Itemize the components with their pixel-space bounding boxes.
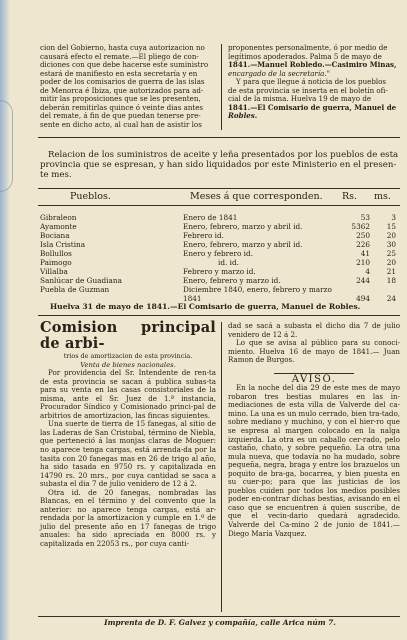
top-right-line: Robles.: [228, 111, 258, 121]
table-header-top-rule: [38, 188, 400, 189]
cell-rs: 244: [356, 276, 370, 285]
table-row: [40, 222, 400, 231]
table-header-bottom-rule: [38, 205, 400, 206]
top-left-line: mitir las proposiciones que se les presenten,: [40, 94, 201, 104]
section-rule-2: [38, 315, 400, 316]
cell-pueblo: Puebla de Guzman: [40, 285, 110, 294]
cell-ms: 18: [386, 276, 396, 285]
comision-paragraph: Una suerte de tierra de 15 fanegas, al sitio de las Laderas de San Cristobal, término de Niebla, que perteneció á las monjas claras de Moguer: no aparece tenga cargas, está arrenda-da por la tasita con 20 fanegas mas en 26 de trigo al año, ha sido tasada en 9750 rs. y capitalizada en 14790 rs. 20 mrs., por cuya cantidad se saca a subasta el dia 7 de julio venidero de 12 á 2.: [40, 419, 216, 489]
cell-pueblo: Sanlúcar de Guadiana: [40, 276, 122, 285]
table-row: [40, 213, 400, 222]
cell-meses: Enero, febrero, marzo y abril id.: [183, 240, 303, 249]
top-left-line: de Menorca é Ibiza, que autorizados para ad-: [40, 85, 204, 95]
cell-pueblo: Isla Cristina: [40, 240, 86, 249]
header-ms: ms.: [374, 191, 391, 202]
top-right-line: encargado de la secretaría.": [228, 68, 330, 78]
cell-meses: Enero y febrero id.: [183, 249, 254, 258]
cell-pueblo: Villalba: [40, 267, 68, 276]
cell-pueblo: Paimogo: [40, 258, 72, 267]
cell-pueblo: Bociana: [40, 231, 70, 240]
cell-pueblo: Bollullos: [40, 249, 72, 258]
header-rs: Rs.: [342, 191, 358, 202]
top-right-line: 1841.—El Comisario de guerra, Manuel de: [228, 102, 397, 112]
top-left-line: poder de los comisarios de guerra de las islas: [40, 77, 205, 87]
relacion-title: [40, 150, 400, 180]
top-right-line: 1841.—Manuel Robledo.—Casimiro Minas,: [228, 60, 397, 70]
cell-ms: 30: [386, 240, 396, 249]
top-left-line: deberán remitirlas quince ó veinte dias antes: [40, 102, 204, 112]
cell-rs: 494: [356, 294, 370, 303]
cell-rs: 4: [365, 267, 370, 276]
cell-pueblo: Ayamonte: [40, 222, 77, 231]
top-right-line: legítimos apoderados. Palma 5 de mayo de: [228, 51, 382, 61]
cell-meses: 1841: [183, 294, 202, 303]
library-stamp: [0, 100, 13, 192]
cell-meses: Enero de 1841: [183, 213, 238, 222]
cell-pueblo: Gibraleon: [40, 213, 77, 222]
imprint-text: Imprenta de D. F. Galvez y compañía, calle Arica núm 7.: [104, 618, 336, 627]
comision-paragraph: Por providencia del Sr. Intendente de ren-ta de esta provincia se sacan á publica subas-ta para su venta en las casas consistoriales de la misma, ante el Sr. Juez de 1.ª instancia, Procurador Síndico y Comisionado princi-pal de arbitrios de amortizacion, las fincas siguientes.: [40, 368, 216, 420]
cell-rs: 5362: [351, 222, 370, 231]
top-left-column: [40, 44, 216, 129]
relacion-title-line: Relacion de los suministros de aceite y leña presentados por los pueblos de esta: [48, 150, 399, 160]
right-paragraph: Lo que se avisa al público para su conoci-miento. Huelva 16 de mayo de 1841.— Juan Ramon de Burgos.: [228, 338, 400, 365]
table-row: [40, 231, 400, 240]
table-row: [40, 267, 400, 276]
cell-ms: 20: [386, 258, 396, 267]
cell-rs: 210: [356, 258, 370, 267]
table-header: [40, 191, 400, 200]
aviso-title: AVISO.: [274, 373, 354, 385]
cell-meses: Enero, febrero y marzo id.: [183, 276, 281, 285]
cell-ms: 24: [386, 294, 396, 303]
top-left-line: diciones con que debe hacerse este suministro: [40, 60, 209, 70]
cell-rs: 226: [356, 240, 370, 249]
top-left-line: del remate, á fin de que puedan tenerse pre-: [40, 111, 201, 121]
header-meses: Meses á que corresponden.: [190, 191, 323, 202]
top-right-line: Y para que llegue á noticia de los pueblos: [236, 77, 387, 87]
relacion-title-line: te mes.: [40, 170, 72, 180]
cell-meses: id. id.: [218, 258, 239, 267]
table-row: [40, 276, 400, 285]
cell-rs: 41: [360, 249, 370, 258]
table-row: [40, 249, 400, 258]
cell-meses: Febrero id.: [183, 231, 224, 240]
comision-subheading: trios de amortizacion de esta provincia.: [63, 352, 193, 360]
imprint-rule: [38, 616, 400, 617]
cell-meses: Enero, febrero, marzo y abril id.: [183, 222, 303, 231]
right-paragraph: dad se sacá a subasta el dicho dia 7 de julio venidero de 12 á 2.: [228, 321, 400, 339]
header-pueblos: Pueblos.: [70, 191, 111, 202]
cell-meses: Diciembre 1840, enero, febrero y marzo: [183, 285, 332, 294]
table-row: [40, 258, 400, 267]
cell-rs: 53: [360, 213, 370, 222]
top-left-line: sente en dicho acto, al cual han de asistir los: [40, 119, 202, 129]
top-right-line: de esta provincia se inserta en el boletín ofi-: [228, 85, 388, 95]
page-edge-stain: [0, 0, 10, 640]
relacion-title-line: provincia que se espresan, y han sido liquidados por este Ministerio en el presen-: [40, 160, 397, 170]
top-right-column: [228, 44, 400, 121]
cell-ms: 25: [386, 249, 396, 258]
table-footer-text: Huelva 31 de mayo de 1841.—El Comisario de guerra, Manuel de Robles.: [50, 302, 361, 311]
table-row: [40, 240, 400, 249]
lower-right-column: [228, 322, 400, 538]
table-row: [40, 285, 400, 294]
top-left-line: cion del Gobierno, hasta cuya autorizacion no: [40, 43, 205, 52]
top-left-line: estará de manifiesto en esta secretaría y en: [40, 68, 198, 78]
cell-ms: 20: [386, 231, 396, 240]
comision-subsubheading: Venta de bienes nacionales.: [80, 360, 176, 369]
cell-rs: 250: [356, 231, 370, 240]
top-column-divider: [221, 44, 222, 130]
top-right-line: proponentes personalmente, ó por medio de: [228, 43, 388, 52]
section-rule: [38, 137, 400, 138]
cell-ms: 21: [386, 267, 396, 276]
aviso-text: En la noche del dia 29 de este mes de mayo robaron tres bestias mulares en las in-mediaciones de esta villa de Valverde del ca-mino. La una es un mulo cerrado, bien tra-tado, sobre mediano y muchino, y con el hier-ro que se espresa al margen colocado en la nalga izquierda. La otra es un caballo cer-rado, pelo castaño, chato, y sobre pequeño. La otra una mula nueva, que todavía no ha mudado, sobre pequeña, negra, braga y entre los brazuelos un poquito de bra-ga, bocarrea, y bien puesta en su cuer-po; para que las justicias de los pueblos cuiden por todos los medios posibles poder en-contrar dichas bestias, avisando en el caso que se encuentren á quien suscribe, de que el vecin-dario quedará agradecido. Valverde del Ca-mino 2 de junio de 1841.—Diego María Vazquez.: [228, 383, 400, 538]
imprint: [40, 619, 400, 628]
top-right-line: cial de la misma. Huelva 19 de mayo de: [228, 94, 372, 104]
cell-ms: 15: [386, 222, 396, 231]
comision-heading: Comision principal de arbi-: [40, 319, 216, 352]
comision-paragraph: Otra id. de 20 fanegas, nombradas las Blancas, en el término y del convento que la anterior: no aparece tenga cargas, está ar-rendada por la amortizacion y cumple en 1.º de julio del presente año en 17 fanegas de trigo anuales: ha sido apreciada en 8000 rs. y capitalizada en 22053 rs., por cuya canti-: [40, 487, 216, 549]
lower-column-divider: [221, 322, 222, 612]
cell-ms: 3: [391, 213, 396, 222]
cell-meses: Febrero y marzo id.: [183, 267, 256, 276]
lower-left-column: [40, 320, 216, 549]
table-footer: [50, 303, 400, 312]
top-left-line: causará efecto el remate.—El pliego de con-: [40, 51, 199, 61]
